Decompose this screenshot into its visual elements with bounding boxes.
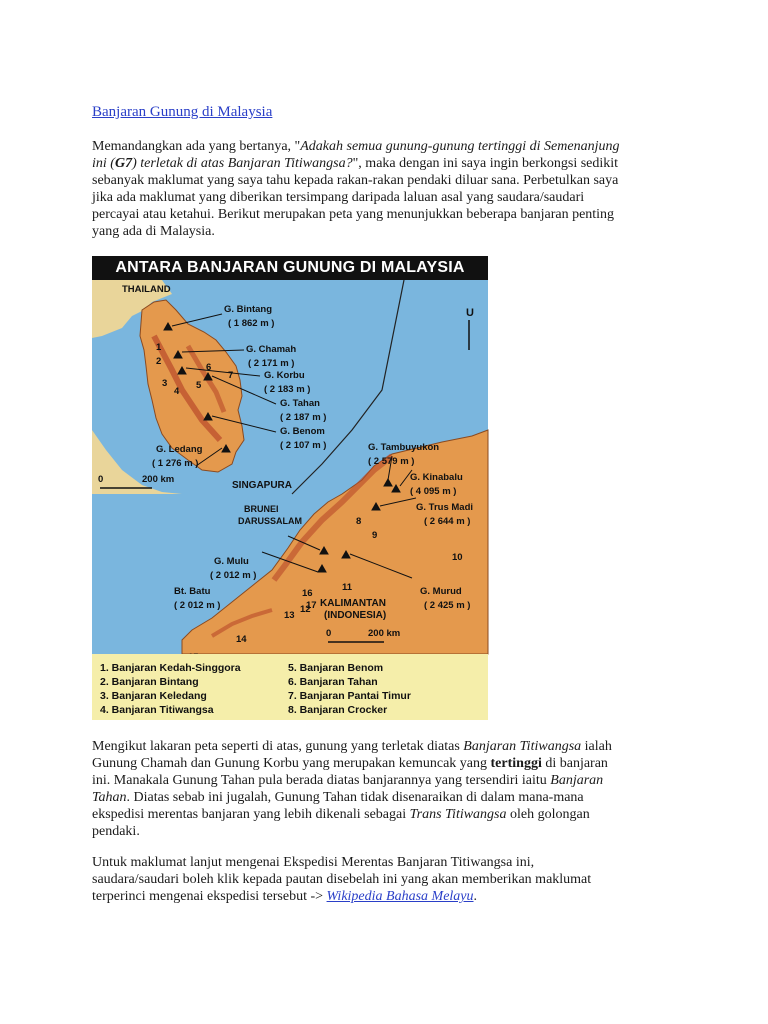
emphasis: Banjaran <box>550 773 604 788</box>
map-title: ANTARA BANJARAN GUNUNG DI MALAYSIA <box>115 259 465 276</box>
peak-name: G. Bintang <box>224 304 273 315</box>
scale1-zero: 0 <box>98 474 104 485</box>
range-number: 8 <box>356 516 362 527</box>
map-legend <box>92 654 488 720</box>
wikipedia-link[interactable]: Wikipedia Bahasa Melayu <box>326 889 474 904</box>
g7-label: G7 <box>114 156 133 171</box>
peak-height: ( 2 187 m ) <box>280 412 327 423</box>
text: Gunung Chamah dan Gunung Korbu yang merupakan kemuncak yang <box>92 756 491 771</box>
north-label: U <box>466 307 474 319</box>
region-kalimantan: (INDONESIA) <box>324 610 387 621</box>
peak-height: ( 2 425 m ) <box>424 600 471 611</box>
range-number: 12 <box>300 604 311 615</box>
emphasis: Banjaran Titiwangsa <box>463 739 582 754</box>
explanation-paragraph <box>92 738 682 840</box>
legend-item: 8. Banjaran Crocker <box>288 704 388 716</box>
intro-paragraph <box>92 138 682 240</box>
peak-name: G. Benom <box>280 426 325 437</box>
range-number: 4 <box>174 386 180 397</box>
text: . Diatas sebab ini jugalah, Gunung Tahan tidak disenaraikan di dalam mana-mana <box>126 790 584 805</box>
text: terperinci mengenai ekspedisi tersebut -> <box>92 889 327 904</box>
text: pendaki. <box>92 824 140 839</box>
legend-item: 7. Banjaran Pantai Timur <box>288 690 411 702</box>
region-brunei: DARUSSALAM <box>238 516 302 526</box>
region-kalimantan: KALIMANTAN <box>320 598 386 609</box>
peak-height: ( 2 012 m ) <box>174 600 221 611</box>
map-image <box>92 280 488 654</box>
peak-name: G. Tambuyukon <box>368 442 440 453</box>
range-number: 14 <box>236 634 247 645</box>
quoted-question: ini ( <box>92 156 115 171</box>
map-title-bar <box>92 256 488 280</box>
text: sebanyak maklumat yang saya tahu kepada rakan-rakan pendaki diluar sana. Perbetulkan saya <box>92 173 619 188</box>
emphasis: Trans Titiwangsa <box>409 807 507 822</box>
legend-item: 2. Banjaran Bintang <box>100 676 199 688</box>
legend-item: 6. Banjaran Tahan <box>288 676 378 688</box>
emphasis: Tahan <box>92 790 127 805</box>
peak-height: ( 1 276 m ) <box>152 458 199 469</box>
text: ini. Manakala Gunung Tahan pula berada diatas banjarannya yang tersendiri iaitu <box>92 773 551 788</box>
quoted-question: Adakah semua gunung-gunung tertinggi di Semenanjung <box>300 139 620 154</box>
text: Mengikut lakaran peta seperti di atas, gunung yang terletak diatas <box>92 739 464 754</box>
peak-height: ( 2 579 m ) <box>368 456 415 467</box>
range-number: 10 <box>452 552 463 563</box>
range-number: 2 <box>156 356 162 367</box>
peak-height: ( 2 012 m ) <box>210 570 257 581</box>
legend-item: 5. Banjaran Benom <box>288 662 384 674</box>
range-number: 17 <box>306 600 317 611</box>
region-brunei: BRUNEI <box>244 504 279 514</box>
page-title[interactable]: Banjaran Gunung di Malaysia <box>92 104 273 120</box>
range-number: 6 <box>206 362 212 373</box>
range-number: 5 <box>196 380 202 391</box>
peak-name: G. Kinabalu <box>410 472 463 483</box>
emphasis: tertinggi <box>490 756 542 771</box>
text: ialah <box>581 739 612 754</box>
text: oleh golongan <box>506 807 590 822</box>
range-number: 13 <box>284 610 295 621</box>
text: jika ada maklumat yang diberikan tersimpang daripada laluan asal yang saudara/saudari <box>92 190 585 205</box>
legend-item: 4. Banjaran Titiwangsa <box>100 704 214 716</box>
region-thailand: THAILAND <box>122 284 171 295</box>
range-number: 1 <box>156 342 162 353</box>
peak-name: G. Tahan <box>280 398 320 409</box>
malaysia-mountain-map <box>92 256 488 720</box>
peak-name: G. Murud <box>420 586 462 597</box>
legend-item: 3. Banjaran Keledang <box>100 690 207 702</box>
text: ekspedisi merentas banjaran yang lebih dikenali sebagai <box>92 807 410 822</box>
peak-name: G. Chamah <box>246 344 297 355</box>
text: di banjaran <box>541 756 608 771</box>
range-number: 3 <box>162 378 168 389</box>
range-number: 9 <box>372 530 378 541</box>
quoted-question: ) terletak di atas Banjaran Titiwangsa? <box>132 156 353 171</box>
text: saudara/saudari boleh klik kepada pautan disebelah ini yang akan memberikan maklumat <box>92 872 592 887</box>
peak-name: G. Trus Madi <box>416 502 474 513</box>
peak-height: ( 2 644 m ) <box>424 516 471 527</box>
text: . <box>473 889 478 904</box>
scale1-label: 200 km <box>142 474 175 485</box>
peak-height: ( 1 862 m ) <box>228 318 275 329</box>
text: Memandangkan ada yang bertanya, " <box>92 139 301 154</box>
peak-name: G. Mulu <box>214 556 249 567</box>
peak-height: ( 2 171 m ) <box>248 358 295 369</box>
text: ", maka dengan ini saya ingin berkongsi sedikit <box>352 156 619 171</box>
link-paragraph <box>92 854 682 905</box>
peak-name: G. Ledang <box>156 444 203 455</box>
peak-name: Bt. Batu <box>174 586 211 597</box>
text: percayai atau ketahui. Berikut merupakan peta yang menunjukkan beberapa banjaran penting <box>92 207 615 222</box>
text: yang ada di Malaysia. <box>92 224 215 239</box>
peak-height: ( 2 107 m ) <box>280 440 327 451</box>
range-number: 7 <box>228 370 234 381</box>
legend-item: 1. Banjaran Kedah-Singgora <box>100 662 241 674</box>
scale2-label: 200 km <box>368 628 401 639</box>
text: Untuk maklumat lanjut mengenai Ekspedisi Merentas Banjaran Titiwangsa ini, <box>92 855 535 870</box>
region-singapura: SINGAPURA <box>232 480 293 491</box>
peak-name: G. Korbu <box>264 370 305 381</box>
range-number: 11 <box>342 582 353 593</box>
peak-height: ( 2 183 m ) <box>264 384 311 395</box>
range-number: 16 <box>302 588 313 599</box>
peak-height: ( 4 095 m ) <box>410 486 457 497</box>
scale2-zero: 0 <box>326 628 332 639</box>
